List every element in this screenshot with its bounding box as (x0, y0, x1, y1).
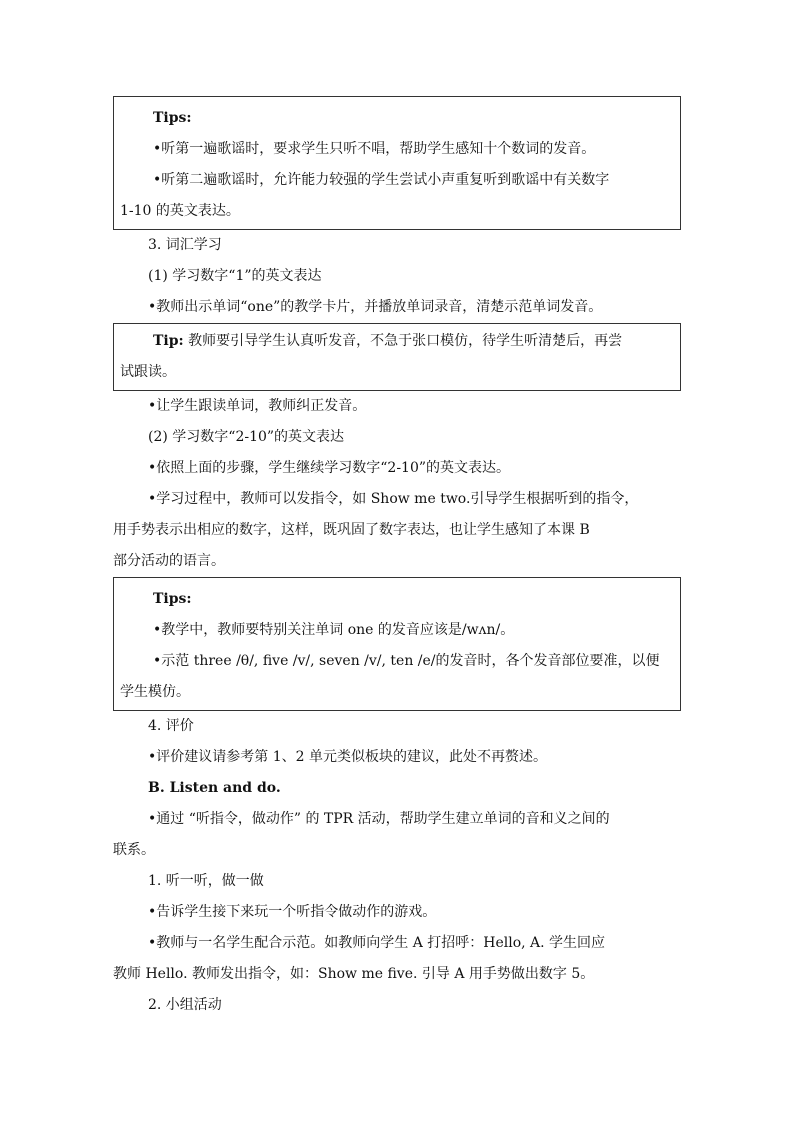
document-body (113, 96, 681, 1021)
paragraph-bullet: •教师出示单词“one”的教学卡片，并播放单词录音，清楚示范单词发音。 (148, 299, 603, 315)
subsection-heading: (1) 学习数字“1”的英文表达 (148, 268, 322, 284)
tips-heading: Tips: (153, 110, 192, 126)
paragraph-bullet: •学习过程中，教师可以发指令，如 Show me two.引导学生根据听到的指令， (148, 491, 639, 507)
paragraph-bullet: •依照上面的步骤，学生继续学习数字“2-10”的英文表达。 (148, 460, 511, 476)
paragraph-continued: 教师 Hello. 教师发出指令，如：Show me five. 引导 A 用手势做出数字 5。 (113, 966, 595, 982)
paragraph-bullet: •让学生跟读单词，教师纠正发音。 (148, 398, 367, 414)
section-heading-vocabulary: 3. 词汇学习 (148, 237, 222, 253)
tips-bullet: •教学中，教师要特别关注单词 one 的发音应该是/wʌn/。 (153, 622, 515, 638)
section-heading-evaluation: 4. 评价 (148, 718, 194, 734)
tips-bullet: •示范 three /θ/, five /v/, seven /v/, ten /e/的发音时，各个发音部位要准，以便 (153, 653, 660, 669)
tip-text: 教师要引导学生认真听发音，不急于张口模仿，待学生听清楚后，再尝 (183, 333, 623, 349)
tip-label: Tip: (153, 333, 184, 349)
paragraph-continued: 联系。 (113, 842, 155, 858)
tip-line (120, 326, 674, 357)
tip-line-continued: 试跟读。 (120, 364, 176, 380)
subsection-heading: (2) 学习数字“2-10”的英文表达 (148, 429, 345, 445)
tips-box-3 (113, 577, 681, 711)
tips-bullet-continued: 学生模仿。 (120, 684, 190, 700)
tips-bullet: •听第二遍歌谣时，允许能力较强的学生尝试小声重复听到歌谣中有关数字 (153, 172, 610, 188)
tips-heading: Tips: (153, 591, 192, 607)
tip-box-2 (113, 323, 681, 391)
paragraph-continued: 部分活动的语言。 (113, 553, 225, 569)
paragraph-bullet: •通过 “听指令，做动作” 的 TPR 活动，帮助学生建立单词的音和义之间的 (148, 811, 610, 827)
paragraph-bullet: •评价建议请参考第 1、2 单元类似板块的建议，此处不再赘述。 (148, 749, 547, 765)
step-heading: 2. 小组活动 (148, 997, 222, 1013)
paragraph-bullet: •告诉学生接下来玩一个听指令做动作的游戏。 (148, 904, 437, 920)
section-heading-listen-and-do: B. Listen and do. (148, 780, 281, 796)
tips-bullet-continued: 1-10 的英文表达。 (120, 203, 240, 219)
tips-box-1 (113, 96, 681, 230)
step-heading: 1. 听一听，做一做 (148, 873, 264, 889)
tips-bullet: •听第一遍歌谣时，要求学生只听不唱，帮助学生感知十个数词的发音。 (153, 141, 596, 157)
paragraph-continued: 用手势表示出相应的数字，这样，既巩固了数字表达，也让学生感知了本课 B (113, 522, 590, 538)
paragraph-bullet: •教师与一名学生配合示范。如教师向学生 A 打招呼：Hello, A. 学生回应 (148, 935, 606, 951)
